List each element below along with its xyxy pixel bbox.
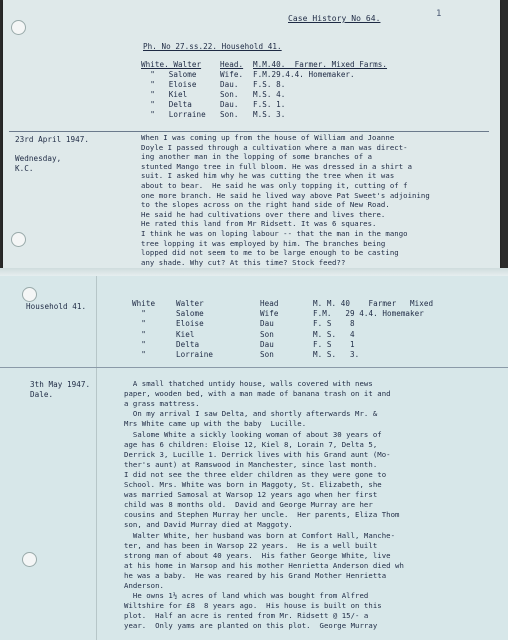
member-name: " Kiel	[141, 90, 188, 99]
entry-line: Derrick 3, Lucille 1. Derrick lives with his Grand aunt (Mo-	[124, 449, 391, 459]
member-relation: Dau	[260, 319, 274, 329]
household-record-sheet	[0, 276, 508, 640]
entry-place: K.C.	[15, 164, 34, 173]
member-details: M. S. 4	[313, 329, 355, 339]
sheet-overlap-edge	[0, 268, 508, 276]
case-history-sheet	[3, 0, 500, 276]
entry-line: he was a baby. He was reared by his Grand Mother Henrietta	[124, 570, 387, 580]
entry-date: 3th May 1947.	[30, 380, 91, 389]
entry-line: Mrs White came up with the baby Lucille.	[124, 419, 307, 429]
entry-line: Wiltshire for £8 8 years ago. His house is built on this	[124, 601, 382, 611]
entry-line: a grass mattress.	[124, 399, 200, 409]
member-details: M.S. 4.	[253, 90, 286, 99]
entry-line: lopped did not seem to me to be large enough to be casting	[141, 248, 399, 258]
page-mark: 1	[436, 9, 442, 19]
entry-line: any shade. Why cut? At this time? Stock feed??	[141, 257, 346, 267]
punch-hole	[11, 20, 26, 35]
entry-line: On my arrival I saw Delta, and shortly afterwards Mr. &	[124, 409, 378, 419]
entry-line: to the slopes across on the right hand side of New Road.	[141, 200, 390, 210]
member-name: " Eloise	[141, 80, 197, 89]
member-name: Kiel	[176, 329, 195, 339]
entry-line: I did not see the three elder children as they were gone to	[124, 469, 387, 479]
entry-line: child was 8 months old. David and George Murray are her	[124, 500, 373, 510]
entry-day: Wednesday,	[15, 154, 62, 163]
entry-line: He owns 1½ acres of land which was bought from Alfred	[124, 591, 369, 601]
member-surname: "	[132, 309, 146, 319]
member-relation: Son	[260, 350, 274, 359]
entry-line: was married Samosal at Warsop 12 years ago when her first	[124, 490, 378, 500]
entry-line: plot. Half an acre is rented from Mr. Ridsett @ 15/- a	[124, 611, 369, 621]
member-surname: "	[132, 339, 146, 349]
entry-line: A small thatched untidy house, walls covered with news	[124, 379, 373, 388]
entry-line: He said he had cultivations over there and lives there.	[141, 209, 386, 219]
entry-line: ther's aunt) at Ramswood in Manchester, since last month.	[124, 459, 378, 469]
member-name: Eloise	[176, 319, 204, 329]
member-surname: White	[132, 299, 156, 308]
entry-line: stunted Mango tree in full bloom. He was dressed in a shirt a	[141, 161, 413, 171]
member-details: M.M.40. Farmer. Mixed Farms.	[253, 60, 388, 69]
entry-line: year. Only yams are planted on this plot. George Murray	[124, 621, 378, 631]
entry-line: strong man of about 40 years. His father George White, live	[124, 550, 391, 560]
member-surname: "	[132, 329, 146, 339]
entry-line: Doyle I passed through a cultivation where a man was direct-	[141, 142, 408, 152]
entry-line: suit. I asked him why he was cutting the tree when it was	[141, 171, 395, 181]
divider	[9, 131, 489, 132]
member-name: " Salome	[141, 70, 197, 79]
member-details: F.S. 1.	[253, 100, 286, 109]
member-relation: Dau	[260, 339, 274, 349]
member-details: F.M. 29 4.4. Homemaker	[313, 309, 424, 319]
entry-line: Salome White a sickly looking woman of about 30 years of	[124, 429, 382, 439]
entry-line: He rated this land from Mr Ridsett. It was 6 squares.	[141, 219, 377, 229]
household-label: Household 41.	[26, 302, 87, 311]
punch-hole	[22, 552, 37, 567]
member-details: F. S 1	[313, 339, 355, 349]
entry-line: ing another man in the lopping of some branches of a	[141, 152, 373, 162]
punch-hole	[22, 287, 37, 302]
household-header: Ph. No 27.ss.22. Household 41.	[143, 42, 282, 51]
member-relation: Son.	[220, 90, 239, 99]
member-relation: Wife.	[220, 70, 244, 79]
entry-place: Dale.	[30, 390, 54, 399]
entry-line: at his home in Warsop and his mother Henrietta Anderson died wh	[124, 560, 404, 570]
divider	[0, 367, 508, 368]
member-name: " Lorraine	[141, 110, 206, 119]
member-relation: Head.	[220, 60, 244, 69]
member-relation: Son.	[220, 110, 239, 119]
case-title: Case History No 64.	[288, 14, 381, 23]
punch-hole	[11, 232, 26, 247]
entry-line: I think he was on loping labour -- that the man in the mango	[141, 229, 408, 238]
member-details: F. S 8	[313, 319, 355, 329]
entry-line: age has 6 children: Eloise 12, Kiel 8, Lorain 7, Delta 5,	[124, 439, 378, 449]
member-relation: Wife	[260, 309, 279, 319]
member-details: F.M.29.4.4. Homemaker.	[253, 70, 355, 79]
member-relation: Head	[260, 299, 279, 308]
member-relation: Son	[260, 329, 274, 339]
entry-line: tree lopping it was employed by him. The branches being	[141, 238, 386, 248]
entry-line: one more branch. He said he lived way above Pat Sweet's adjoining	[141, 190, 430, 200]
member-details: M. S. 3.	[313, 350, 360, 359]
entry-line: son, and David Murray died at Maggoty.	[124, 520, 293, 530]
entry-line: paper, wooden bed, with a man made of banana trash on it and	[124, 389, 391, 399]
member-name: Delta	[176, 339, 200, 349]
member-details: M. M. 40 Farmer Mixed	[313, 299, 434, 308]
entry-line: ter, and has been in Warsop 22 years. He is a well built	[124, 540, 378, 550]
member-relation: Dau.	[220, 100, 239, 109]
entry-line: When I was coming up from the house of William and Joanne	[141, 133, 395, 142]
member-name: White. Walter	[141, 60, 202, 69]
entry-line: School. Mrs. White was born in Maggoty, St. Elizabeth, she	[124, 480, 382, 489]
entry-line: Walter White, her husband was born at Comfort Hall, Manche-	[124, 530, 396, 540]
member-surname: "	[132, 319, 146, 329]
member-surname: "	[132, 350, 146, 359]
margin-line	[96, 276, 97, 640]
entry-line: Anderson.	[124, 581, 164, 590]
entry-date: 23rd April 1947.	[15, 135, 89, 144]
entry-line: cousins and Stephen Murray her uncle. Her parents, Eliza Thom	[124, 510, 400, 520]
member-name: Walter	[176, 299, 204, 308]
member-name: " Delta	[141, 100, 192, 109]
member-relation: Dau.	[220, 80, 239, 89]
entry-line: about to bear. He said he was only topping it, cutting of f	[141, 181, 408, 190]
member-details: F.S. 8.	[253, 80, 286, 89]
member-name: Salome	[176, 309, 204, 319]
member-details: M.S. 3.	[253, 110, 286, 119]
member-name: Lorraine	[176, 350, 213, 359]
